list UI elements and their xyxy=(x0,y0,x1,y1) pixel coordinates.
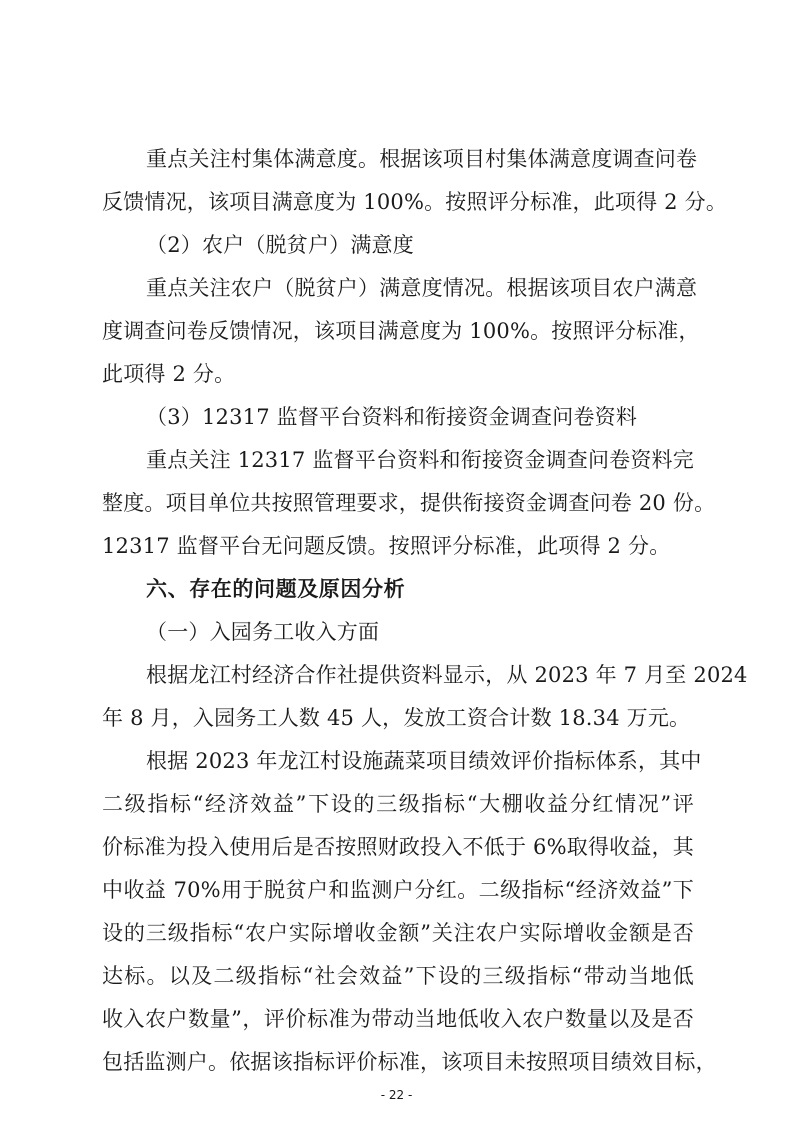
subheading: （3）12317 监督平台资料和衔接资金调查问卷资料 xyxy=(146,405,638,429)
paragraph-line: 反馈情况，该项目满意度为 100%。按照评分标准，此项得 2 分。 xyxy=(102,190,728,214)
paragraph-line: 重点关注农户（脱贫户）满意度情况。根据该项目农户满意 xyxy=(146,276,698,300)
section-heading: 六、存在的问题及原因分析 xyxy=(146,576,406,601)
page-number: - 22 - xyxy=(380,1088,413,1102)
paragraph-line: 根据 2023 年龙江村设施蔬菜项目绩效评价指标体系，其中 xyxy=(146,749,702,773)
paragraph-line: 价标准为投入使用后是否按照财政投入不低于 6%取得收益，其 xyxy=(102,835,694,859)
subheading: （一）入园务工收入方面 xyxy=(146,620,380,644)
paragraph-line: 达标。以及二级指标“社会效益”下设的三级指标“带动当地低 xyxy=(102,964,694,988)
paragraph-line: 整度。项目单位共按照管理要求，提供衔接资金调查问卷 20 份。 xyxy=(102,491,716,515)
paragraph-line: 设的三级指标“农户实际增收金额”关注农户实际增收金额是否 xyxy=(102,921,694,945)
paragraph-line: 重点关注村集体满意度。根据该项目村集体满意度调查问卷 xyxy=(146,147,698,171)
paragraph-line: 二级指标“经济效益”下设的三级指标“大棚收益分红情况”评 xyxy=(102,792,694,816)
paragraph-line: 度调查问卷反馈情况，该项目满意度为 100%。按照评分标准， xyxy=(102,319,700,343)
paragraph-line: 收入农户数量”，评价标准为带动当地低收入农户数量以及是否 xyxy=(102,1007,694,1031)
paragraph-line: 中收益 70%用于脱贫户和监测户分红。二级指标“经济效益”下 xyxy=(102,878,694,902)
paragraph-line: 年 8 月，入园务工人数 45 人，发放工资合计数 18.34 万元。 xyxy=(102,706,691,730)
paragraph-line: 此项得 2 分。 xyxy=(102,362,236,386)
subheading: （2）农户（脱贫户）满意度 xyxy=(146,233,414,257)
paragraph-line: 包括监测户。依据该指标评价标准，该项目未按照项目绩效目标， xyxy=(102,1050,717,1074)
paragraph-line: 12317 监督平台无问题反馈。按照评分标准，此项得 2 分。 xyxy=(102,534,671,558)
paragraph-line: 根据龙江村经济合作社提供资料显示，从 2023 年 7 月至 2024 xyxy=(146,663,748,687)
paragraph-line: 重点关注 12317 监督平台资料和衔接资金调查问卷资料完 xyxy=(146,448,694,472)
